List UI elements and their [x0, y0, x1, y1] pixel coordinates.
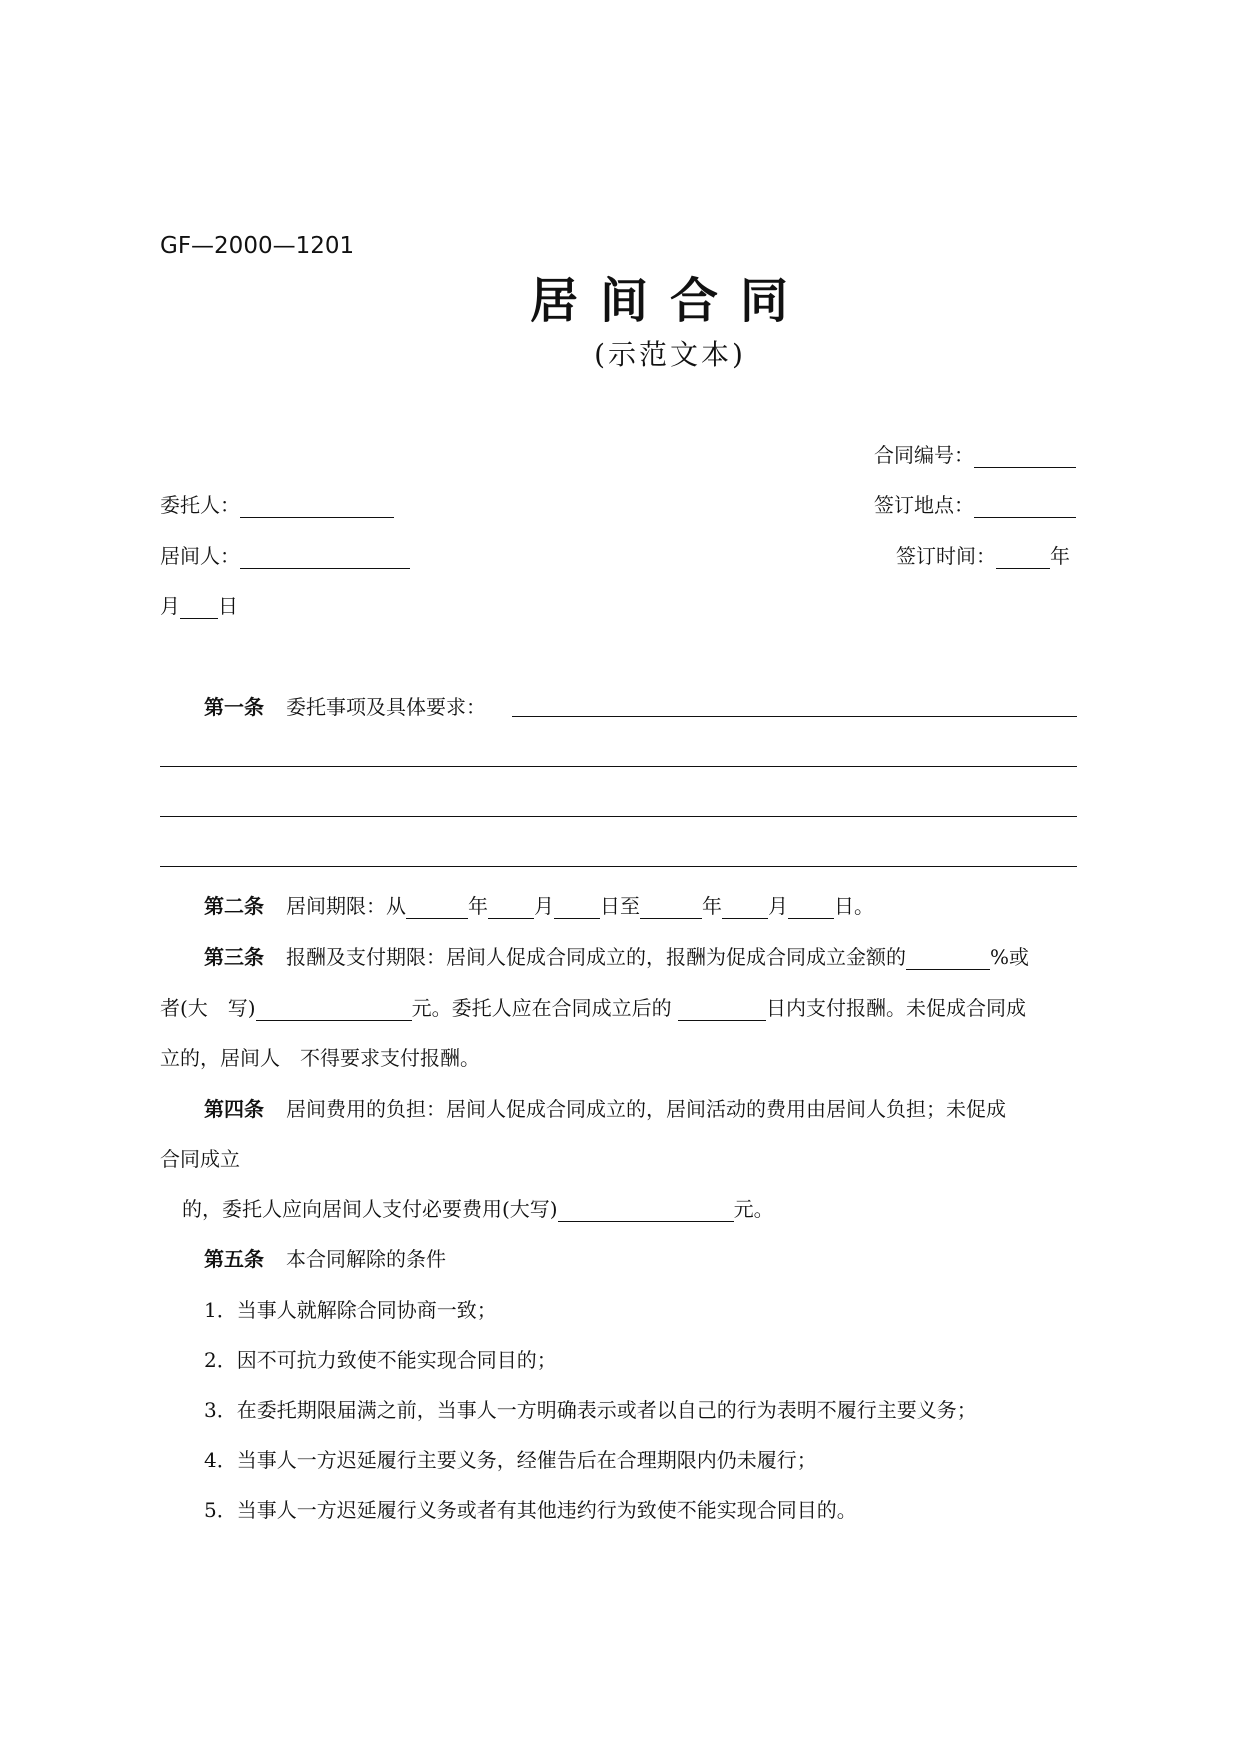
article-4-line-2: 合同成立 — [160, 1147, 240, 1171]
start-month-label: 月 — [534, 894, 554, 918]
commission-pct-label: %或 — [990, 945, 1030, 969]
contract-no-blank[interactable] — [974, 447, 1076, 468]
sign-date-cont — [160, 593, 238, 619]
end-day-label: 日。 — [834, 894, 874, 918]
article-2 — [204, 893, 874, 919]
list-item: 3．在委托期限届满之前，当事人一方明确表示或者以自己的行为表明不履行主要义务； — [204, 1398, 977, 1422]
sign-place-blank[interactable] — [974, 497, 1076, 518]
intermediary-label: 居间人： — [160, 544, 240, 568]
article-3 — [204, 944, 1029, 970]
article-4 — [204, 1096, 1006, 1122]
article-3-amount-label: 者(大 写) — [160, 996, 256, 1020]
article-3-line-3: 立的，居间人 不得要求支付报酬。 — [160, 1046, 480, 1070]
commission-amount-blank[interactable] — [256, 1000, 412, 1021]
article-2-text: 居间期限：从 — [286, 894, 406, 918]
contract-no-label: 合同编号： — [874, 443, 974, 467]
page-title: 居间合同 — [529, 273, 810, 329]
list-item: 5．当事人一方迟延履行义务或者有其他违约行为致使不能实现合同目的。 — [204, 1498, 857, 1522]
start-day-blank[interactable] — [554, 898, 600, 919]
sign-year-blank[interactable] — [996, 548, 1050, 569]
end-year-blank[interactable] — [640, 898, 702, 919]
article-1-label: 第一条 — [204, 695, 264, 719]
article-4-expense-text: 的，委托人应向居间人支付必要费用(大写) — [182, 1197, 558, 1221]
list-item: 2．因不可抗力致使不能实现合同目的； — [204, 1348, 557, 1372]
sign-month-label: 月 — [160, 594, 180, 618]
client-label: 委托人： — [160, 493, 240, 517]
end-month-label: 月 — [768, 894, 788, 918]
sign-day-label: 日 — [218, 594, 238, 618]
article-4-text: 居间费用的负担：居间人促成合同成立的，居间活动的费用由居间人负担；未促成 — [286, 1097, 1006, 1121]
sign-time-label: 签订时间： — [896, 544, 996, 568]
article-3-payment-text: 元。委托人应在合同成立后的 — [411, 996, 678, 1020]
sign-place-field — [874, 492, 1076, 518]
article-1-blank-1[interactable] — [512, 716, 1077, 717]
start-month-blank[interactable] — [488, 898, 534, 919]
article-1-blank-4[interactable] — [160, 866, 1077, 867]
intermediary-blank[interactable] — [240, 548, 410, 569]
client-blank[interactable] — [240, 497, 394, 518]
intermediary-field — [160, 543, 410, 569]
article-3-label: 第三条 — [204, 945, 264, 969]
article-4-unit: 元。 — [733, 1197, 774, 1221]
article-1-blank-3[interactable] — [160, 816, 1077, 817]
start-year-label: 年 — [468, 894, 488, 918]
sign-time-field — [896, 543, 1070, 569]
list-item: 4．当事人一方迟延履行主要义务，经催告后在合理期限内仍未履行； — [204, 1448, 817, 1472]
article-5 — [204, 1246, 446, 1272]
article-3-unpaid-text: 日内支付报酬。未促成合同成 — [765, 996, 1026, 1020]
end-month-blank[interactable] — [722, 898, 768, 919]
article-1 — [204, 694, 486, 720]
sign-year-label: 年 — [1050, 544, 1070, 568]
start-year-blank[interactable] — [406, 898, 468, 919]
list-item: 1．当事人就解除合同协商一致； — [204, 1298, 497, 1322]
article-3-text: 报酬及支付期限：居间人促成合同成立的，报酬为促成合同成立金额的 — [286, 945, 906, 969]
document-code: GF—2000—1201 — [160, 233, 355, 259]
client-field — [160, 492, 394, 518]
end-day-blank[interactable] — [788, 898, 834, 919]
payment-days-blank[interactable] — [678, 1000, 766, 1021]
contract-no-field — [874, 442, 1076, 468]
article-5-label: 第五条 — [204, 1247, 264, 1271]
article-1-blank-2[interactable] — [160, 766, 1077, 767]
article-1-text: 委托事项及具体要求： — [286, 695, 486, 719]
start-day-label: 日至 — [600, 894, 640, 918]
expense-amount-blank[interactable] — [558, 1201, 734, 1222]
sign-month-blank[interactable] — [180, 598, 218, 619]
article-5-text: 本合同解除的条件 — [286, 1247, 446, 1271]
article-4-label: 第四条 — [204, 1097, 264, 1121]
article-2-label: 第二条 — [204, 894, 264, 918]
article-4-line-3 — [182, 1196, 774, 1222]
article-3-line-2 — [160, 995, 1026, 1021]
sign-place-label: 签订地点： — [874, 493, 974, 517]
page-subtitle: (示范文本) — [594, 338, 746, 371]
commission-pct-blank[interactable] — [906, 949, 990, 970]
end-year-label: 年 — [702, 894, 722, 918]
